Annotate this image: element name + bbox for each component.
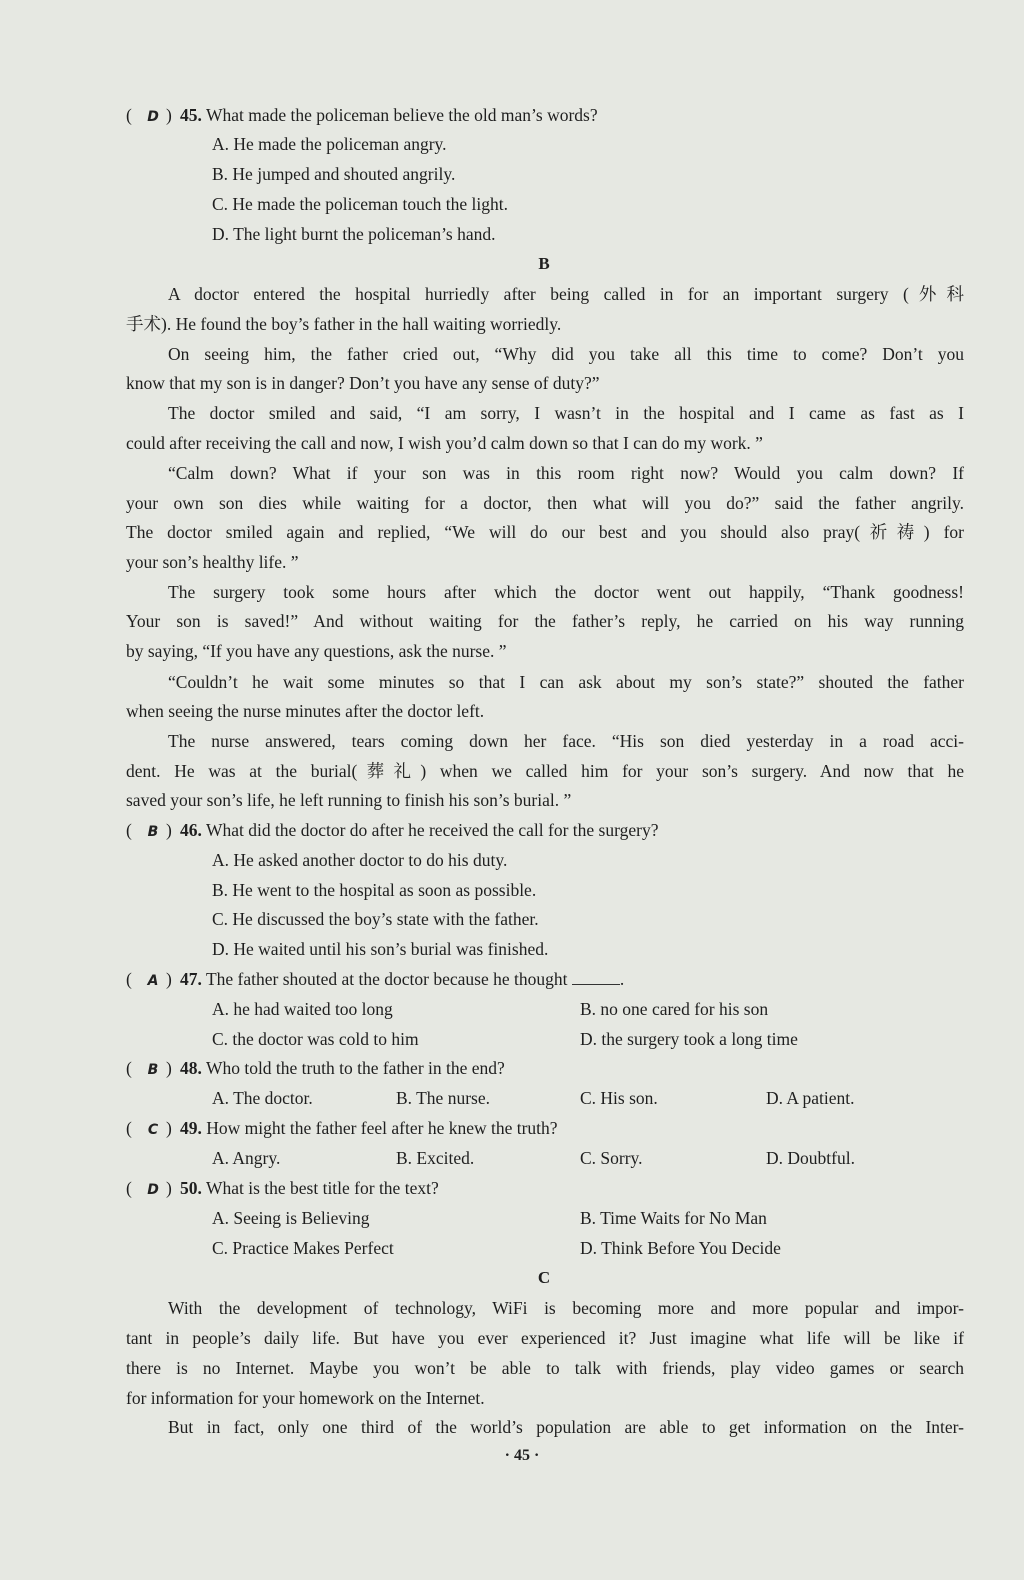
option-45-c: C. He made the policeman touch the light. xyxy=(212,194,508,214)
question-number: 46. xyxy=(180,820,202,840)
paren-close: ) xyxy=(166,1058,172,1078)
answer-47: A xyxy=(147,973,159,989)
passage-b-line: The doctor smiled and said, “I am sorry, I wasn’t in the hospital and I came as fast as I xyxy=(168,403,964,423)
option-50-a: A. Seeing is Believing xyxy=(212,1208,370,1228)
option-45-a: A. He made the policeman angry. xyxy=(212,134,447,154)
question-46 xyxy=(126,819,968,843)
passage-b-line: could after receiving the call and now, I wish you’d calm down so that I can do my work. ” xyxy=(126,433,763,453)
passage-c-line: With the development of technology, WiFi is becoming more and more popular and impor- xyxy=(168,1298,964,1318)
question-number: 49. xyxy=(180,1118,202,1138)
paren-open: ( xyxy=(126,969,132,989)
passage-b-line: The doctor smiled again and replied, “We will do our best and you should also pray(祈祷) for xyxy=(126,522,964,542)
answer-45: D xyxy=(147,109,159,125)
paren-close: ) xyxy=(166,1178,172,1198)
paren-close: ) xyxy=(166,969,172,989)
option-46-a: A. He asked another doctor to do his duty. xyxy=(212,850,508,870)
passage-b-line: saved your son’s life, he left running to finish his son’s burial. ” xyxy=(126,790,572,810)
answer-46: B xyxy=(147,824,159,840)
paren-close: ) xyxy=(166,1118,172,1138)
option-48-c: C. His son. xyxy=(580,1088,658,1108)
answer-blank xyxy=(572,968,620,985)
section-c-heading: C xyxy=(537,1268,551,1287)
option-48-d: D. A patient. xyxy=(766,1088,855,1108)
passage-b-line: The nurse answered, tears coming down her face. “His son died yesterday in a road acci- xyxy=(168,731,964,751)
section-b-heading: B xyxy=(538,254,550,273)
question-45 xyxy=(126,104,968,128)
paren-close: ) xyxy=(166,105,172,125)
passage-b-line: Your son is saved!” And without waiting for the father’s reply, he carried on his way running xyxy=(126,611,964,631)
option-46-c: C. He discussed the boy’s state with the father. xyxy=(212,909,539,929)
option-47-c: C. the doctor was cold to him xyxy=(212,1029,419,1049)
option-50-d: D. Think Before You Decide xyxy=(580,1238,781,1258)
passage-b-line: know that my son is in danger? Don’t you have any sense of duty?” xyxy=(126,373,600,393)
question-text: What is the best title for the text? xyxy=(205,1178,439,1198)
question-48 xyxy=(126,1057,968,1081)
passage-b-line: your son’s healthy life. ” xyxy=(126,552,299,572)
answer-49: C xyxy=(147,1122,159,1138)
passage-c-line: for information for your homework on the Internet. xyxy=(126,1388,485,1408)
passage-c-line: But in fact, only one third of the world’s population are able to get information on the Inter- xyxy=(168,1417,964,1437)
passage-b-line: your own son dies while waiting for a doctor, then what will you do?” said the father angrily. xyxy=(126,493,964,513)
option-45-b: B. He jumped and shouted angrily. xyxy=(212,164,456,184)
question-number: 47. xyxy=(180,969,202,989)
question-47: ( A ) 47. The father shouted at the doctor because he thought . xyxy=(126,968,968,992)
option-48-b: B. The nurse. xyxy=(396,1088,490,1108)
answer-48: B xyxy=(147,1062,159,1078)
option-46-d: D. He waited until his son’s burial was finished. xyxy=(212,939,549,959)
option-50-b: B. Time Waits for No Man xyxy=(580,1208,767,1228)
paren-open: ( xyxy=(126,820,132,840)
question-text: What did the doctor do after he received the call for the surgery? xyxy=(205,820,659,840)
option-49-a: A. Angry. xyxy=(212,1148,281,1168)
question-50 xyxy=(126,1177,968,1201)
option-49-c: C. Sorry. xyxy=(580,1148,643,1168)
question-number: 48. xyxy=(180,1058,202,1078)
passage-b-line: A doctor entered the hospital hurriedly after being called in for an important surgery (外科 xyxy=(168,284,964,304)
paren-open: ( xyxy=(126,105,132,125)
option-48-a: A. The doctor. xyxy=(212,1088,313,1108)
paren-open: ( xyxy=(126,1118,132,1138)
question-number: 50. xyxy=(180,1178,202,1198)
question-text: What made the policeman believe the old man’s words? xyxy=(205,105,598,125)
option-47-b: B. no one cared for his son xyxy=(580,999,769,1019)
option-49-d: D. Doubtful. xyxy=(766,1148,855,1168)
option-50-c: C. Practice Makes Perfect xyxy=(212,1238,394,1258)
page-number: · 45 · xyxy=(504,1447,540,1464)
option-45-d: D. The light burnt the policeman’s hand. xyxy=(212,224,496,244)
passage-b-line: 手术). He found the boy’s father in the hall waiting worriedly. xyxy=(126,314,562,334)
passage-b-line: by saying, “If you have any questions, ask the nurse. ” xyxy=(126,641,507,661)
passage-b-line: The surgery took some hours after which the doctor went out happily, “Thank goodness! xyxy=(168,582,964,602)
answer-50: D xyxy=(147,1182,159,1198)
passage-b-line: On seeing him, the father cried out, “Why did you take all this time to come? Don’t you xyxy=(168,344,964,364)
passage-c-line: there is no Internet. Maybe you won’t be able to talk with friends, play video games or search xyxy=(126,1358,964,1378)
question-49 xyxy=(126,1117,968,1141)
passage-b-line: “Couldn’t he wait some minutes so that I can ask about my son’s state?” shouted the father xyxy=(168,672,964,692)
option-46-b: B. He went to the hospital as soon as possible. xyxy=(212,880,537,900)
question-text: How might the father feel after he knew the truth? xyxy=(206,1118,558,1138)
paren-close: ) xyxy=(166,820,172,840)
passage-c-line: tant in people’s daily life. But have you ever experienced it? Just imagine what life will be like if xyxy=(126,1328,964,1348)
question-text: The father shouted at the doctor because he thought xyxy=(205,969,568,989)
option-47-d: D. the surgery took a long time xyxy=(580,1029,798,1049)
question-number: 45. xyxy=(180,105,202,125)
passage-b-line: dent. He was at the burial(葬礼) when we called him for your son’s surgery. And now that he xyxy=(126,761,964,781)
passage-b-line: “Calm down? What if your son was in this room right now? Would you calm down? If xyxy=(168,463,964,483)
option-47-a: A. he had waited too long xyxy=(212,999,393,1019)
paren-open: ( xyxy=(126,1058,132,1078)
question-text: Who told the truth to the father in the end? xyxy=(205,1058,505,1078)
passage-b-line: when seeing the nurse minutes after the doctor left. xyxy=(126,701,485,721)
option-49-b: B. Excited. xyxy=(396,1148,475,1168)
paren-open: ( xyxy=(126,1178,132,1198)
